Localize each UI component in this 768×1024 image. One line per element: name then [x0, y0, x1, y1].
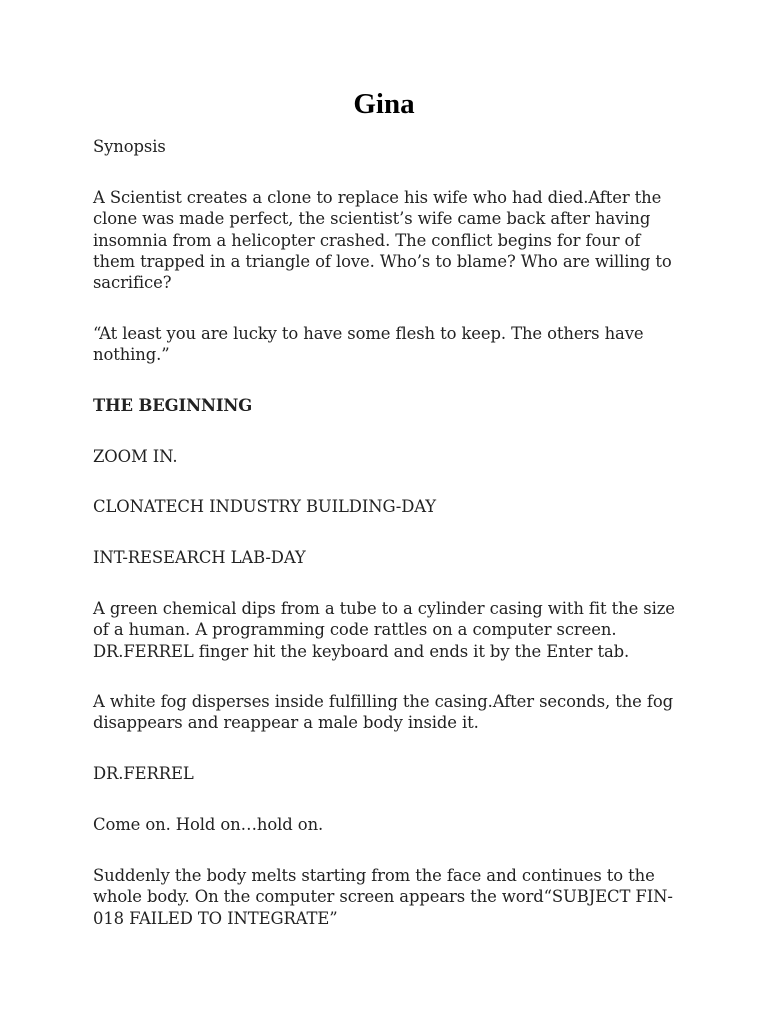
synopsis-paragraph: A Scientist creates a clone to replace his wife who had died.After the clone was made perfect, the scientist’s wife came back after having insomnia from a helicopter crashed. The conflict begins for four of them trapped in a triangle of love. Who’s to blame? Who are willing to sacrifice? — [93, 188, 672, 293]
section-heading: THE BEGINNING — [93, 396, 253, 415]
scene-heading-lab: INT-RESEARCH LAB-DAY — [93, 548, 306, 567]
synopsis-heading: Synopsis — [93, 137, 166, 156]
document-title: Gina — [353, 88, 415, 120]
dialogue-line: Come on. Hold on…hold on. — [93, 815, 324, 834]
character-name: DR.FERREL — [93, 764, 194, 783]
scene-heading-building: CLONATECH INDUSTRY BUILDING-DAY — [93, 497, 437, 516]
action-paragraph-green-chemical: A green chemical dips from a tube to a cylinder casing with fit the size of a human. A programming code rattles on a computer screen. DR.FERREL finger hit the keyboard and ends it by the Enter tab. — [93, 599, 675, 661]
quote-paragraph: “At least you are lucky to have some flesh to keep. The others have nothing.” — [93, 324, 644, 365]
action-paragraph-melts: Suddenly the body melts starting from the face and continues to the whole body. On the computer screen appears the word“SUBJECT FIN-018 FAILED TO INTEGRATE” — [93, 866, 673, 928]
action-paragraph-white-fog: A white fog disperses inside fulfilling the casing.After seconds, the fog disappears and reappear a male body inside it. — [93, 692, 674, 733]
scene-direction-zoom: ZOOM IN. — [93, 447, 178, 466]
